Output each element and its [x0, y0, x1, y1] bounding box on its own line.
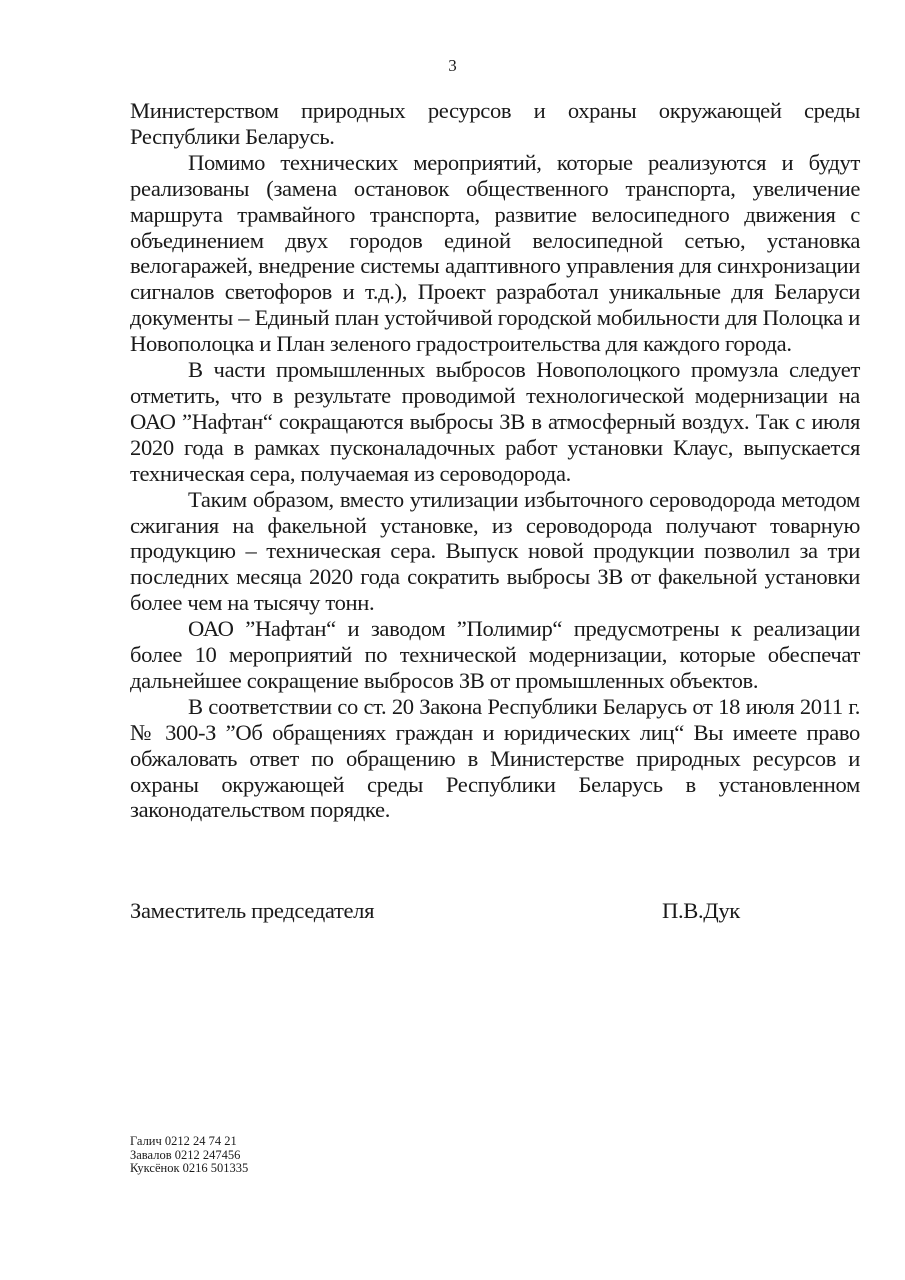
paragraph-industrial-emissions: В части промышленных выбросов Новополоцкого промузла следует отметить, что в результате проводимой технологической модернизации на ОАО ”Нафтан“ сокращаются выбросы ЗВ в атмосферный воздух. Так с июля 2020 года в рамках пусконаладочных работ установки Клаус, выпускается техническая сера, получаемая из сероводорода.: [130, 357, 860, 486]
signatory-name: П.В.Дук: [662, 898, 740, 923]
contact-line: Куксёнок 0216 501335: [130, 1161, 249, 1175]
paragraph-appeal-rights: В соответствии со ст. 20 Закона Республики Беларусь от 18 июля 2011 г. № 300-З ”Об обращениях граждан и юридических лиц“ Вы имеете право обжаловать ответ по обращению в Министерстве природных ресурсов и охраны окружающей среды Республики Беларусь в установленном законодательством порядке.: [130, 693, 860, 823]
letter-body: [130, 98, 860, 823]
paragraph-sulfur-production: Таким образом, вместо утилизации избыточного сероводорода методом сжигания на факельной установке, из сероводорода получают товарную продукцию – техническая сера. Выпуск новой продукции позволил за три последних месяца 2020 года сократить выбросы ЗВ от факельной установки более чем на тысячу тонн.: [130, 486, 860, 616]
contact-line: Галич 0212 24 74 21: [130, 1134, 237, 1148]
contact-line: Завалов 0212 247456: [130, 1147, 241, 1162]
paragraph-modernization: ОАО ”Нафтан“ и заводом ”Полимир“ предусмотрены к реализации более 10 мероприятий по технической модернизации, которые обеспечат дальнейшее сокращение выбросов ЗВ от промышленных объектов.: [130, 616, 860, 693]
page-number: 3: [448, 56, 457, 75]
contacts-block: [130, 1135, 248, 1176]
paragraph-continuation: Министерством природных ресурсов и охраны окружающей среды Республики Беларусь.: [130, 98, 860, 149]
paragraph-technical-measures: Помимо технических мероприятий, которые реализуются и будут реализованы (замена остановок общественного транспорта, увеличение маршрута трамвайного транспорта, развитие велосипедного движения с объединением двух городов единой велосипедной сетью, установка велогаражей, внедрение системы адаптивного управления для синхронизации сигналов светофоров и т.д.), Проект разработал уникальные для Беларуси документы – Единый план устойчивой городской мобильности для Полоцка и Новополоцка и План зеленого градостроительства для каждого города.: [130, 149, 860, 357]
signatory-title: Заместитель председателя: [130, 898, 375, 923]
